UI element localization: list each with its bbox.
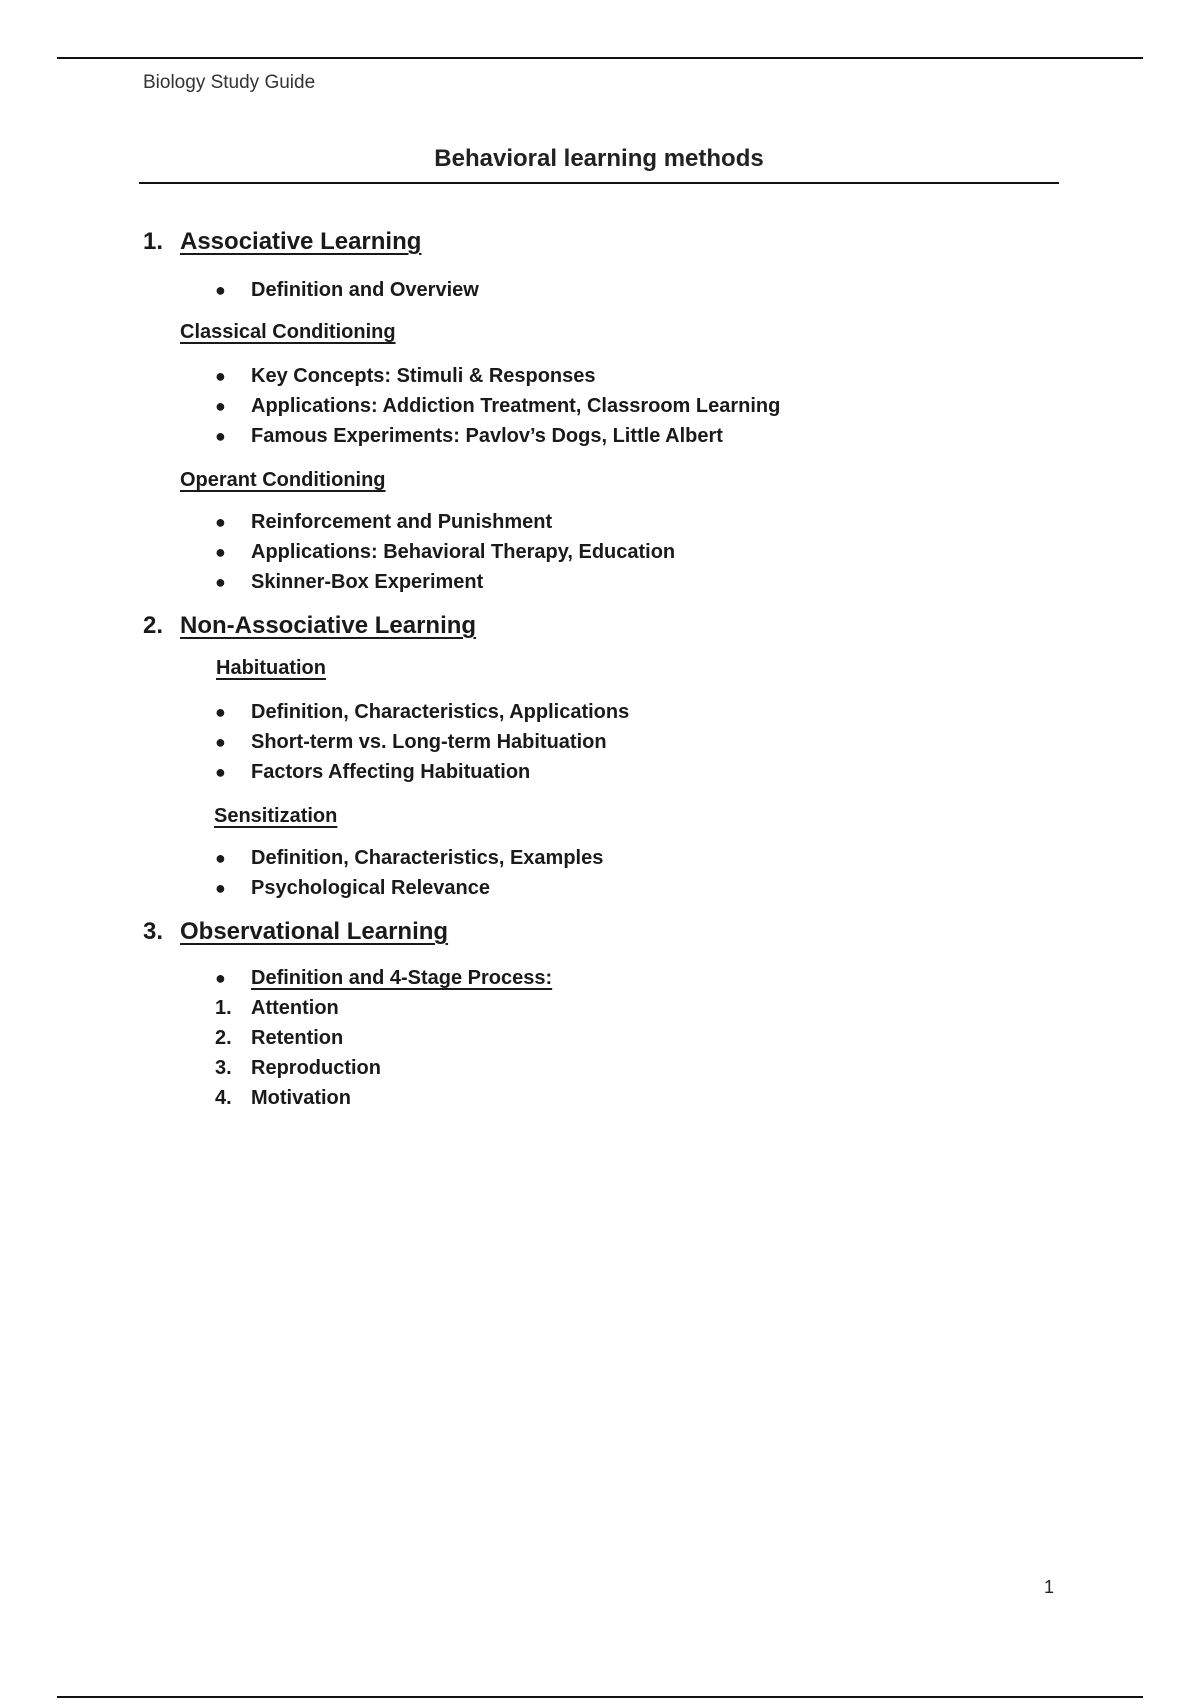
document-body — [143, 225, 1043, 1113]
list-item — [143, 697, 1043, 727]
document-title: Behavioral learning methods — [434, 145, 764, 172]
section-title: Associative Learning — [180, 228, 422, 255]
bullet-icon: ● — [215, 512, 226, 532]
habituation-list — [143, 697, 1043, 787]
subsection-heading-operant: Operant Conditioning — [180, 469, 386, 491]
list-item-text: Skinner-Box Experiment — [251, 571, 484, 593]
list-item — [143, 727, 1043, 757]
operant-conditioning-list — [143, 507, 1043, 597]
list-item — [143, 1053, 1043, 1083]
list-item-text: Definition and Overview — [251, 279, 479, 301]
step-label: Reproduction — [251, 1057, 381, 1079]
section-observational-learning — [143, 915, 1043, 1113]
section-associative-learning — [143, 225, 1043, 597]
list-item — [143, 567, 1043, 597]
bullet-icon: ● — [215, 280, 226, 300]
list-item — [143, 391, 1043, 421]
overview-list — [143, 275, 1043, 305]
list-item — [143, 1083, 1043, 1113]
list-item-text: Definition and 4-Stage Process: — [251, 967, 553, 989]
list-item — [143, 275, 1043, 305]
bullet-icon: ● — [215, 542, 226, 562]
section-number: 1. — [143, 228, 164, 255]
list-item — [143, 963, 1043, 993]
step-number: 2. — [215, 1027, 232, 1049]
bullet-icon: ● — [215, 762, 226, 782]
section-title: Observational Learning — [180, 918, 449, 945]
stage-list — [143, 993, 1043, 1113]
bullet-icon: ● — [215, 848, 226, 868]
list-item-text: Factors Affecting Habituation — [251, 761, 531, 783]
list-item-text: Short-term vs. Long-term Habituation — [251, 731, 607, 753]
list-item-text: Key Concepts: Stimuli & Responses — [251, 365, 596, 387]
list-item — [143, 873, 1043, 903]
list-item — [143, 537, 1043, 567]
step-label: Retention — [251, 1027, 344, 1049]
bullet-icon: ● — [215, 702, 226, 722]
list-item — [143, 843, 1043, 873]
list-item — [143, 993, 1043, 1023]
list-item-text: Applications: Addiction Treatment, Classroom Learning — [251, 395, 781, 417]
section-non-associative-learning — [143, 609, 1043, 903]
list-item — [143, 507, 1043, 537]
list-item — [143, 1023, 1043, 1053]
bullet-icon: ● — [215, 732, 226, 752]
step-number: 1. — [215, 997, 232, 1019]
list-item-text: Psychological Relevance — [251, 877, 491, 899]
section-number: 2. — [143, 612, 164, 639]
subsection-heading-habituation: Habituation — [216, 657, 326, 679]
bullet-icon: ● — [215, 968, 226, 988]
process-list — [143, 963, 1043, 993]
top-page-rule — [57, 57, 1143, 59]
section-title: Non-Associative Learning — [180, 612, 477, 639]
step-number: 4. — [215, 1087, 232, 1109]
list-item-text: Famous Experiments: Pavlov’s Dogs, Little Albert — [251, 425, 723, 447]
list-item-text: Definition, Characteristics, Applications — [251, 701, 630, 723]
bottom-page-rule — [57, 1696, 1143, 1698]
subsection-heading-classical: Classical Conditioning — [180, 321, 396, 343]
list-item-text: Reinforcement and Punishment — [251, 511, 553, 533]
bullet-icon: ● — [215, 396, 226, 416]
title-underline-rule — [139, 182, 1059, 184]
step-label: Motivation — [251, 1087, 351, 1109]
bullet-icon: ● — [215, 426, 226, 446]
section-heading — [143, 609, 1043, 643]
section-number: 3. — [143, 918, 164, 945]
subsection-heading-sensitization: Sensitization — [214, 805, 338, 827]
bullet-icon: ● — [215, 366, 226, 386]
step-number: 3. — [215, 1057, 232, 1079]
list-item-text: Applications: Behavioral Therapy, Education — [251, 541, 676, 563]
list-item — [143, 361, 1043, 391]
bullet-icon: ● — [215, 878, 226, 898]
bullet-icon: ● — [215, 572, 226, 592]
running-header: Biology Study Guide — [143, 72, 316, 93]
list-item — [143, 757, 1043, 787]
section-heading — [143, 225, 1043, 259]
list-item-text: Definition, Characteristics, Examples — [251, 847, 604, 869]
sensitization-list — [143, 843, 1043, 903]
section-heading — [143, 915, 1043, 949]
step-label: Attention — [251, 997, 339, 1019]
page-number: 1 — [1044, 1577, 1055, 1597]
list-item — [143, 421, 1043, 451]
classical-conditioning-list — [143, 361, 1043, 451]
